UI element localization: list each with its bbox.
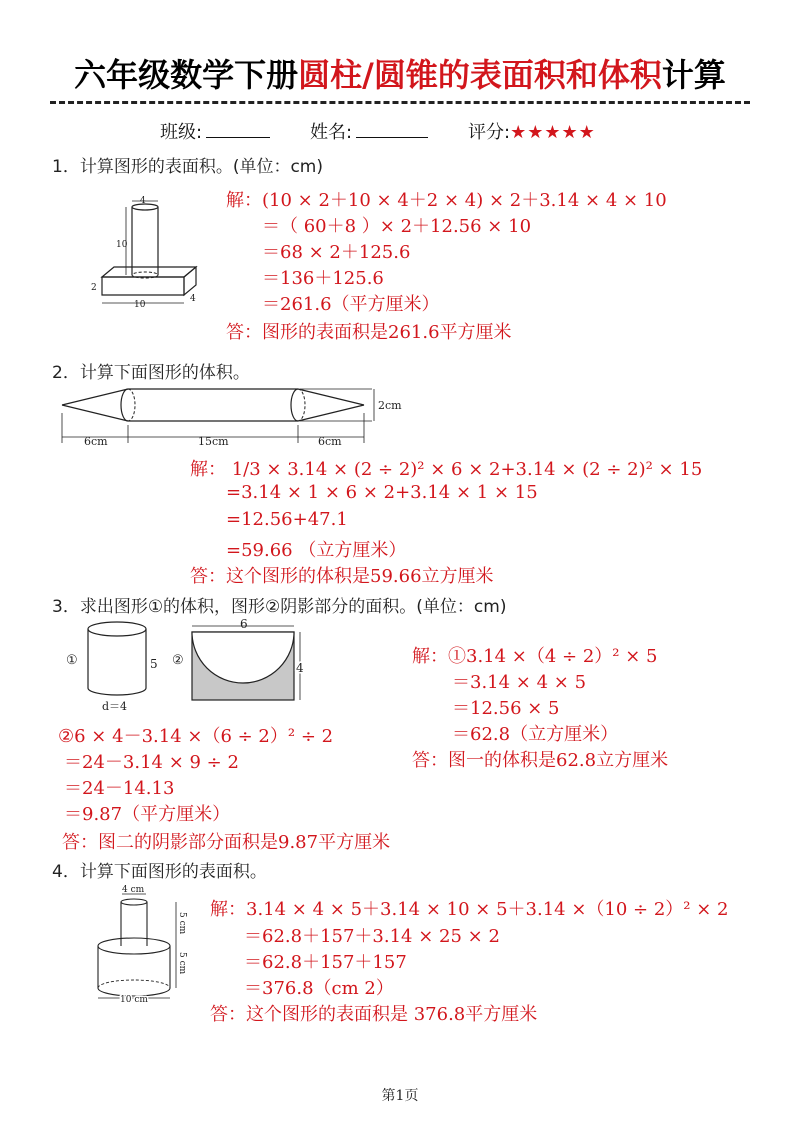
q2-figure <box>60 385 420 450</box>
q4-dim-bottom: 10 cm <box>120 995 148 1005</box>
score-field <box>468 118 596 144</box>
class-label: 班级: <box>160 122 203 143</box>
q1-answer: 答：图形的表面积是261.6平方厘米 <box>226 322 512 343</box>
q4-solution-line-1: ＝62.8＋157＋3.14 × 25 × 2 <box>244 926 500 947</box>
title-highlight: 圆柱/圆锥的表面积和体积 <box>298 56 662 94</box>
q4-solution-line-2: ＝62.8＋157＋157 <box>244 952 407 973</box>
q2-dim-right: 6cm <box>318 435 342 448</box>
class-field <box>160 118 270 144</box>
q2-solution-line-1: =3.14 × 1 × 6 × 2+3.14 × 1 × 15 <box>226 482 538 503</box>
q1-dim-length: 10 <box>134 300 146 310</box>
title-divider <box>50 101 750 104</box>
q3-answer-1: 答：图一的体积是62.8立方厘米 <box>412 750 669 771</box>
q4-dim-h1: 5 cm <box>177 912 187 935</box>
q3-sol2-line-0: ②6 × 4－3.14 ×（6 ÷ 2）² ÷ 2 <box>58 726 334 747</box>
q1-dim-depth: 4 <box>190 294 196 304</box>
page-number: 第1页 <box>381 1088 419 1104</box>
title-pre: 六年级数学下册 <box>74 56 299 94</box>
q2-solution-line-2: =12.56+47.1 <box>226 509 348 530</box>
name-label: 姓名: <box>310 122 353 143</box>
q4-figure <box>90 885 200 1008</box>
q1-solution-line-0: 解：(10 × 2＋10 × 4＋2 × 4) × 2＋3.14 × 4 × 10 <box>226 190 667 211</box>
q4-question: 4．计算下面图形的表面积。 <box>52 862 267 882</box>
q1-dim-top: 4 <box>140 196 146 206</box>
q4-dim-top: 4 cm <box>122 885 145 895</box>
q3-sol1-line-0: 解：①3.14 ×（4 ÷ 2）² × 5 <box>412 646 658 667</box>
q1-solution-line-3: ＝136＋125.6 <box>262 268 384 289</box>
q3-question: 3．求出图形①的体积，图形②阴影部分的面积。(单位：cm) <box>52 597 507 617</box>
q4-answer: 答：这个图形的表面积是 376.8平方厘米 <box>210 1004 538 1025</box>
q3-sol1-line-1: ＝3.14 × 4 × 5 <box>452 672 587 693</box>
q3-fig2-h: 4 <box>296 661 304 675</box>
q3-fig2-mark: ② <box>172 653 184 668</box>
q3-figure-1 <box>66 620 166 715</box>
q2-dim-dia: 2cm <box>378 399 402 412</box>
q3-sol2-line-2: ＝24－14.13 <box>64 778 175 799</box>
q3-fig2-w: 6 <box>240 617 248 631</box>
q3-fig1-d: d＝4 <box>102 700 128 713</box>
q2-dim-left: 6cm <box>84 435 108 448</box>
score-label: 评分: <box>468 122 511 143</box>
name-blank <box>356 121 428 138</box>
q3-figure-2 <box>172 617 312 710</box>
class-blank <box>206 121 270 138</box>
q1-question: 1．计算图形的表面积。(单位：cm) <box>52 157 323 177</box>
q1-solution-line-4: ＝261.6（平方厘米） <box>262 294 440 315</box>
q2-dim-mid: 15cm <box>198 435 229 448</box>
q4-dim-h2: 5 cm <box>177 952 187 975</box>
title-post: 计算 <box>661 56 726 94</box>
q3-sol2-line-3: ＝9.87（平方厘米） <box>64 804 231 825</box>
q3-fig1-h: 5 <box>150 657 158 671</box>
q1-dim-height: 10 <box>116 240 128 250</box>
page-title <box>0 50 800 96</box>
q4-solution-line-3: ＝376.8（cm 2） <box>244 978 394 999</box>
q1-solution-line-2: ＝68 × 2＋125.6 <box>262 242 411 263</box>
q3-answer-2: 答：图二的阴影部分面积是9.87平方厘米 <box>62 832 391 853</box>
q1-dim-base-h: 2 <box>91 283 97 293</box>
q3-fig1-mark: ① <box>66 653 78 668</box>
name-field <box>310 118 428 144</box>
q3-sol2-line-1: ＝24－3.14 × 9 ÷ 2 <box>64 752 239 773</box>
q4-solution-line-0: 解：3.14 × 4 × 5＋3.14 × 10 × 5＋3.14 ×（10 ÷ 2）² × 2 <box>210 899 729 920</box>
q2-question: 2．计算下面图形的体积。 <box>52 363 250 383</box>
q1-solution-line-1: ＝（ 60＋8 ）× 2＋12.56 × 10 <box>262 216 532 237</box>
q2-solution-line-3: =59.66 （立方厘米） <box>226 540 407 561</box>
q3-sol1-line-2: ＝12.56 × 5 <box>452 698 560 719</box>
q2-solution-line-0: 解： 1/3 × 3.14 × (2 ÷ 2)² × 6 × 2+3.14 × (2 ÷ 2)² × 15 <box>190 459 703 480</box>
q2-answer: 答：这个图形的体积是59.66立方厘米 <box>190 566 494 587</box>
q3-sol1-line-3: ＝62.8（立方厘米） <box>452 724 619 745</box>
q1-figure <box>88 195 208 315</box>
score-stars: ★★★★★ <box>510 122 596 143</box>
